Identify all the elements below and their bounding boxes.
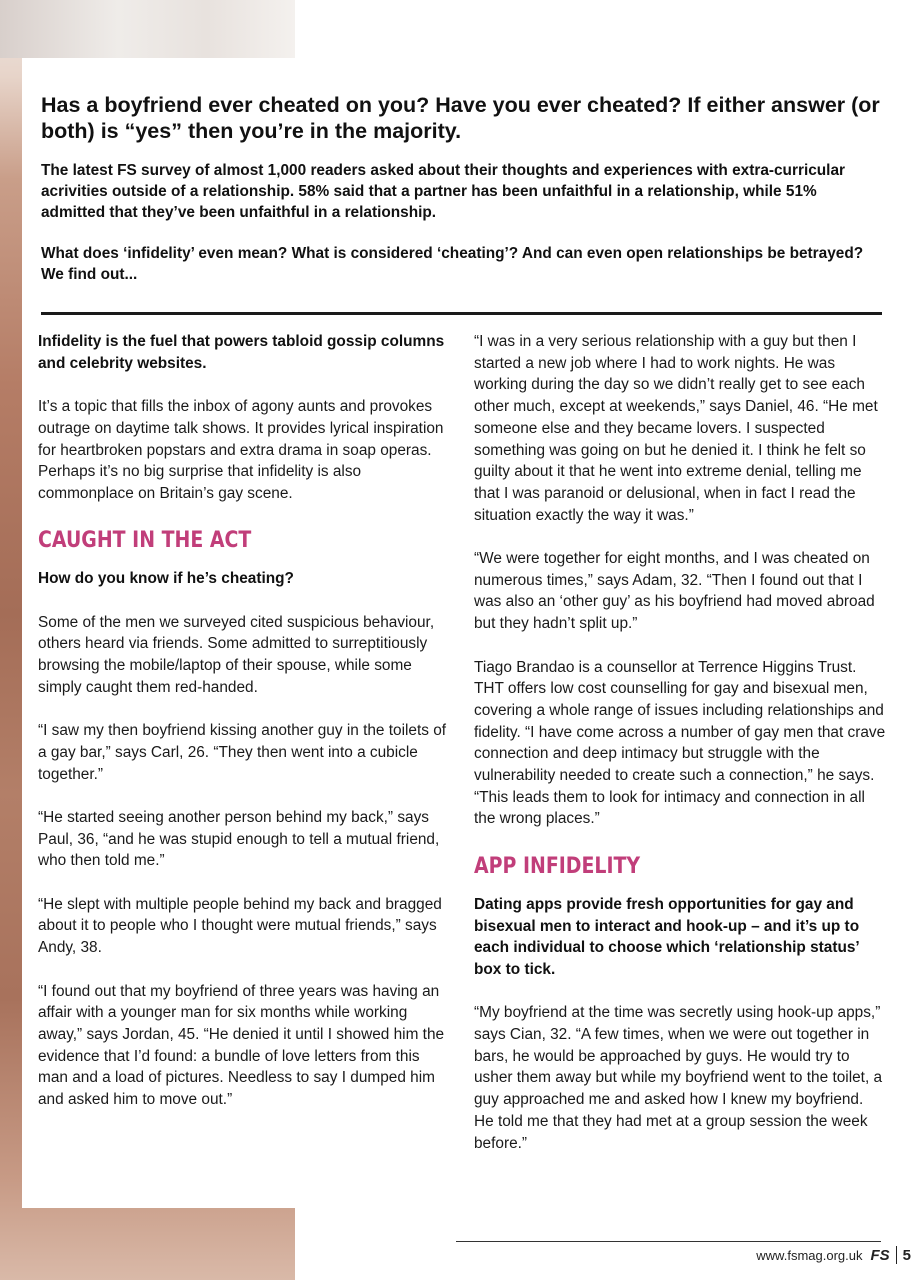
subheading-how: How do you know if he’s cheating? <box>38 570 294 588</box>
footer-separator <box>896 1246 897 1264</box>
app-lead: Dating apps provide fresh opportunities for gay and bisexual men to interact and hook-up – and it’s up to each individual to choose which ‘relationship status’ box to tick. <box>474 895 860 978</box>
footer-url[interactable]: www.fsmag.org.uk <box>756 1247 863 1263</box>
section-heading-caught: CAUGHT IN THE ACT <box>38 528 252 554</box>
left-column <box>38 331 448 1132</box>
quote-paul: “He started seeing another person behind my back,” says Paul, 36, “and he was stupid enough to tell a mutual friend, who then told me.” <box>38 808 440 870</box>
page-footer <box>756 1244 911 1266</box>
paragraph-tiago: Tiago Brandao is a counsellor at Terrence Higgins Trust. THT offers low cost counselling for gay and bisexual men, covering a whole range of issues including relationships and fidelity. “I have come across a number of gay men that crave connection and deep intimacy but struggle with the vulnerability needed to create such a connection,” he says. “This leads them to look for intimacy and connection in all the wrong places.” <box>474 658 886 828</box>
quote-adam: “We were together for eight months, and I was cheated on numerous times,” says Adam, 32. “Then I found out that I was also an ‘other guy’ as his boyfriend had moved abroad but they hadn’t split up.” <box>474 550 875 633</box>
section-divider <box>41 312 882 315</box>
quote-jordan: “I found out that my boyfriend of three years was having an affair with a younger man for six months while working away,” says Jordan, 45. “He denied it until I showed him the evidence that I’d found: a bundle of love letters from this man and a load of pictures. Needless to say I dumped him and asked him to move out.” <box>38 982 445 1109</box>
footer-rule <box>456 1241 881 1242</box>
headline: Has a boyfriend ever cheated on you? Have you ever cheated? If either answer (or both) is “yes” then you’re in the majority. <box>41 93 880 143</box>
paragraph-surveyed: Some of the men we surveyed cited suspicious behaviour, others heard via friends. Some admitted to surreptitiously browsing the mobile/laptop of their spouse, while some simply caught them red-handed. <box>38 613 435 696</box>
quote-andy: “He slept with multiple people behind my back and bragged about it to people who I thought were mutual friends,” says Andy, 38. <box>38 895 442 957</box>
intro-questions: What does ‘infidelity’ even mean? What is considered ‘cheating’? And can even open relationships be betrayed? We find out... <box>41 245 864 283</box>
survey-summary: The latest FS survey of almost 1,000 readers asked about their thoughts and experiences with extra-curricular acrivities outside of a relationship. 58% said that a partner has been unfaithful in a relationship, while 51% admitted that they’ve been unfaithful in a relationship. <box>41 162 846 221</box>
right-column <box>474 331 886 1176</box>
paragraph-topic: It’s a topic that fills the inbox of agony aunts and provokes outrage on daytime talk shows. It provides lyrical inspiration for heartbroken popstars and extra drama in soap operas. Perhaps it’s no big surprise that infidelity is also commonplace on Britain’s gay scene. <box>38 398 444 502</box>
quote-daniel: “I was in a very serious relationship with a guy but then I started a new job where I had to work nights. He was working during the day so we didn’t really get to see each other much, except at weekends,” says Daniel, 46. “He met someone else and they became lovers. I suspected something was going on but he denied it. I think he felt so guilty about it that he went into extreme denial, telling me that I was paranoid or delusional, when in fact I read the situation exactly the way it was.” <box>474 333 878 524</box>
intro-block <box>41 92 883 285</box>
quote-cian: “My boyfriend at the time was secretly using hook-up apps,” says Cian, 32. “A few times, when we were out together in bars, he would be approached by guys. He would try to usher them away but while my boyfriend went to the toilet, a guy approached me and asked how I knew my boyfriend. He told me that they had met at a group session the week before.” <box>474 1004 883 1152</box>
brand-logo: FS <box>870 1246 890 1264</box>
section-heading-app: APP INFIDELITY <box>474 853 641 879</box>
background-photo-top <box>0 0 295 58</box>
quote-carl: “I saw my then boyfriend kissing another guy in the toilets of a gay bar,” says Carl, 26. “They then went into a cubicle together.” <box>38 722 447 783</box>
page-number: 5 <box>902 1246 911 1264</box>
article-lead: Infidelity is the fuel that powers tabloid gossip columns and celebrity websites. <box>38 333 445 372</box>
